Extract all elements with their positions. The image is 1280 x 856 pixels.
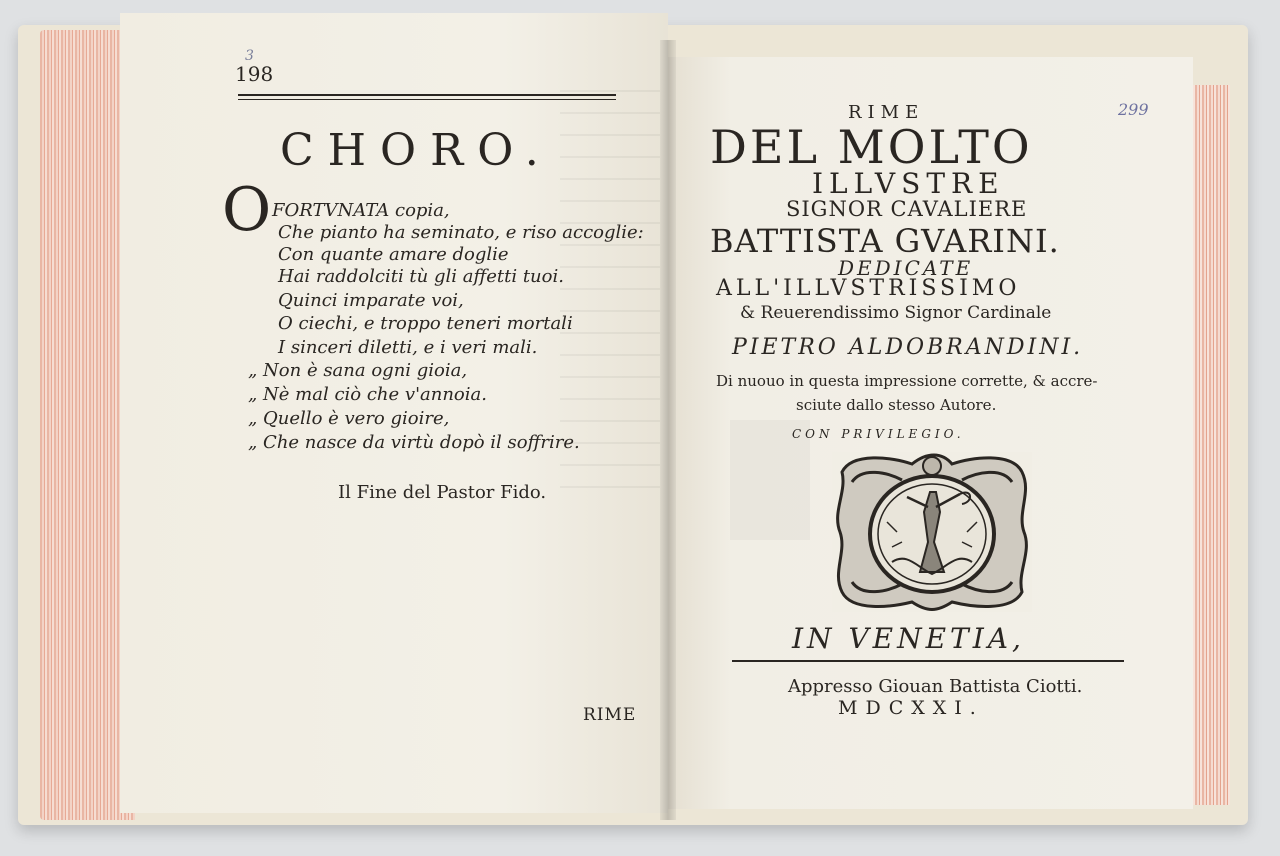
right-page-edges [1188,85,1230,805]
edition-note-line1: Di nuouo in questa impressione corrette, & accre- [716,372,1098,390]
title-line-signor: SIGNOR CAVALIERE [786,197,1028,221]
poem-line: „ Nè mal ciò che v'annoia. [248,384,487,405]
imprint-place: IN VENETIA, [792,622,1025,655]
catchword: RIME [583,705,637,725]
imprint-year: MDCXXI. [838,697,984,719]
title-line-cardinal: & Reuerendissimo Signor Cardinale [740,303,1052,323]
header-rule [238,94,616,96]
poem-line: FORTVNATA copia, [272,200,450,221]
poem-line: „ Che nasce da virtù dopò il soffrire. [248,432,580,453]
handwritten-mark: 3 [245,48,254,64]
poem-line: Hai raddolciti tù gli affetti tuoi. [278,266,564,287]
title-line-rime: RIME [848,102,925,123]
title-line-dedicatee: ALL'ILLVSTRISSIMO [716,276,1021,301]
poem-line: I sinceri diletti, e i veri mali. [278,337,538,358]
poem-line: Quinci imparate voi, [278,290,464,311]
drop-cap: O [222,175,272,245]
edition-note-line2: sciute dallo stesso Autore. [796,396,997,414]
handwritten-number: 299 [1118,100,1149,119]
poem-line: Con quante amare doglie [278,244,509,265]
privilege-line: CON PRIVILEGIO. [792,427,965,441]
title-line-illustre: ILLVSTRE [812,167,1005,200]
title-line-author: BATTISTA GVARINI. [710,222,1060,260]
imprint-printer: Appresso Giouan Battista Ciotti. [788,676,1083,697]
poem-line: „ Non è sana ogni gioia, [248,360,468,381]
chapter-heading: CHORO. [280,125,553,176]
title-line-del-molto: DEL MOLTO [710,120,1033,174]
page-number: 198 [235,62,274,86]
poem-line: Che pianto ha seminato, e riso accoglie: [278,222,644,243]
title-line-dedicate: DEDICATE [838,256,974,280]
header-rule-thin [238,99,616,100]
closing-line: Il Fine del Pastor Fido. [338,482,547,503]
poem-line: „ Quello è vero gioire, [248,408,450,429]
book-gutter [660,40,676,820]
printers-device-woodcut [832,452,1032,612]
poem-line: O ciechi, e troppo teneri mortali [278,313,573,334]
title-line-pietro: PIETRO ALDOBRANDINI. [732,335,1084,360]
show-through-left [560,90,660,490]
imprint-rule [732,660,1124,662]
